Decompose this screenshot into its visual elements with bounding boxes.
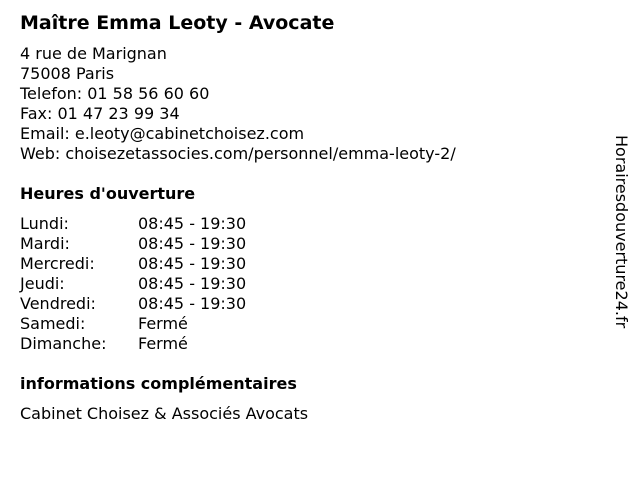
- opening-hours-list: [20, 214, 246, 354]
- address-city: 75008 Paris: [20, 64, 115, 83]
- hours-day: Mercredi:: [20, 254, 95, 273]
- info-heading: informations complémentaires: [20, 374, 297, 393]
- hours-row-thursday: [20, 274, 246, 294]
- hours-day: Dimanche:: [20, 334, 107, 353]
- hours-row-sunday: [20, 334, 246, 354]
- website-address: Web: choisezetassocies.com/personnel/emma-leoty-2/: [20, 144, 456, 163]
- hours-row-saturday: [20, 314, 246, 334]
- hours-day: Samedi:: [20, 314, 86, 333]
- hours-day: Vendredi:: [20, 294, 96, 313]
- hours-time: 08:45 - 19:30: [138, 294, 247, 313]
- hours-row-friday: [20, 294, 246, 314]
- hours-row-tuesday: [20, 234, 246, 254]
- hours-time: Fermé: [138, 314, 188, 333]
- page-title: Maître Emma Leoty - Avocate: [20, 12, 335, 34]
- hours-day: Mardi:: [20, 234, 70, 253]
- hours-row-wednesday: [20, 254, 246, 274]
- hours-row-monday: [20, 214, 246, 234]
- info-text: Cabinet Choisez & Associés Avocats: [20, 404, 309, 423]
- contact-block: [20, 44, 456, 164]
- hours-heading: Heures d'ouverture: [20, 184, 196, 203]
- site-watermark: Horairesdouverture24.fr: [612, 135, 631, 329]
- address-street: 4 rue de Marignan: [20, 44, 167, 63]
- hours-time: 08:45 - 19:30: [138, 274, 247, 293]
- phone-number: Telefon: 01 58 56 60 60: [20, 84, 210, 103]
- hours-time: 08:45 - 19:30: [138, 234, 247, 253]
- hours-day: Lundi:: [20, 214, 69, 233]
- hours-time: 08:45 - 19:30: [138, 254, 247, 273]
- hours-time: Fermé: [138, 334, 188, 353]
- fax-number: Fax: 01 47 23 99 34: [20, 104, 180, 123]
- hours-day: Jeudi:: [20, 274, 65, 293]
- hours-time: 08:45 - 19:30: [138, 214, 247, 233]
- email-address: Email: e.leoty@cabinetchoisez.com: [20, 124, 305, 143]
